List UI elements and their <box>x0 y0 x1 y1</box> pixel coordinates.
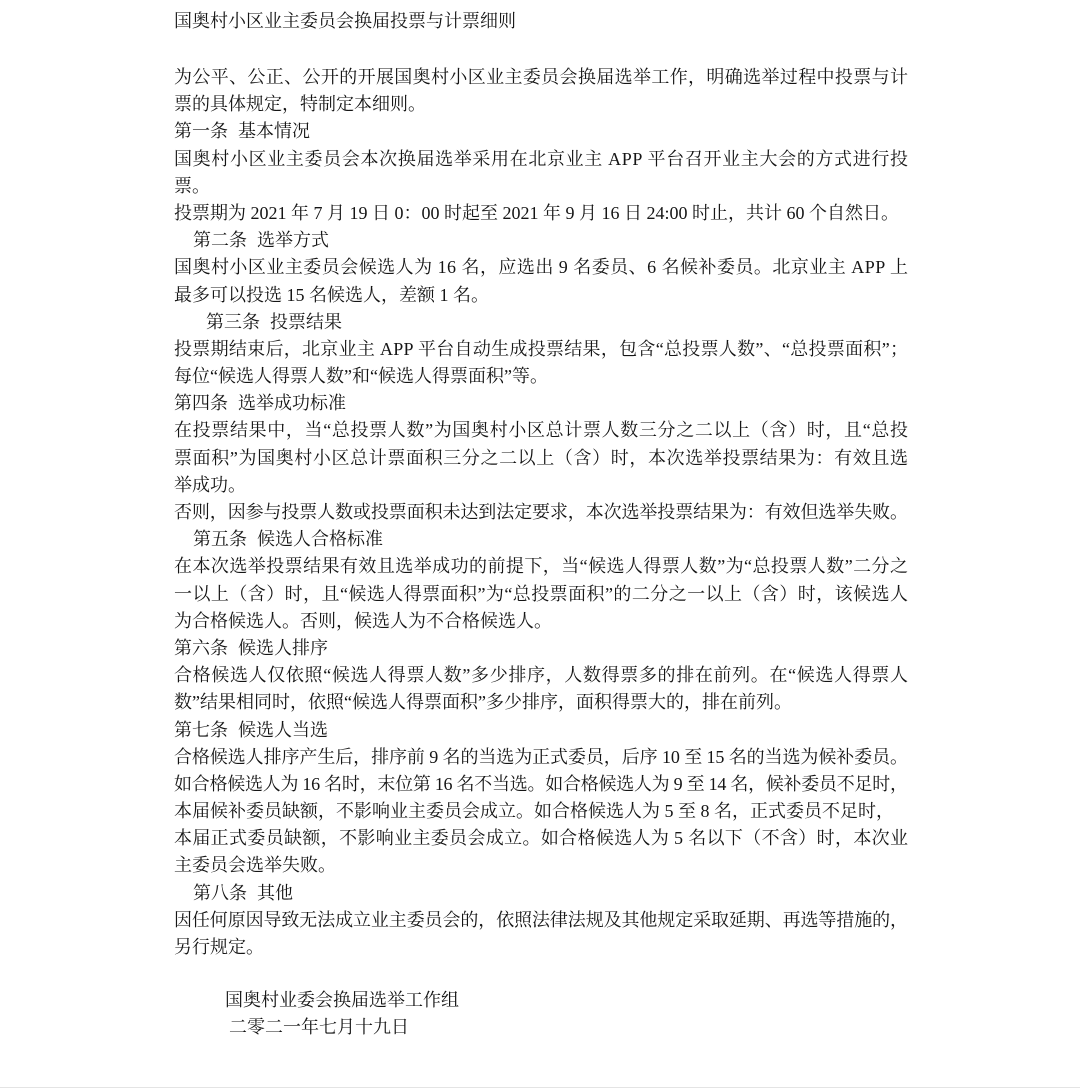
article-5 <box>174 526 908 635</box>
article-title: 候选人当选 <box>238 719 328 740</box>
article-body-text: 本届候补委员缺额，不影响业主委员会成立。如合格候选人为 5 至 8 名，正式委员不足时， <box>174 801 894 822</box>
signature-organization-text: 国奥村业委会换届选举工作组 <box>225 990 459 1010</box>
article-number: 第六条 <box>174 637 228 658</box>
article-number: 第三条 <box>206 311 260 332</box>
article-body-text: 合格候选人仅依照“候选人得票人数”多少排序，人数得票多的排在前列。在“候选人得票人 <box>174 665 909 686</box>
article-body-text: 另行规定。 <box>174 937 264 957</box>
article-7 <box>174 717 908 880</box>
signature-date <box>225 1014 825 1041</box>
article-body-text: 在投票结果中，当“总投票人数”为国奥村小区总计票人数三分之二以上（含）时，且“总投 <box>174 420 909 441</box>
article-heading <box>174 227 908 254</box>
article-title: 选举方式 <box>257 230 329 251</box>
article-body-line <box>174 798 908 825</box>
page-bottom-edge <box>0 1087 1080 1088</box>
document-body <box>174 64 908 961</box>
article-body-text: 主委员会选举失败。 <box>174 855 336 876</box>
article-body-text: 每位“候选人得票人数”和“候选人得票面积”等。 <box>174 366 548 387</box>
article-number: 第一条 <box>174 121 228 142</box>
article-number: 第四条 <box>174 393 228 414</box>
article-body-text: 在本次选举投票结果有效且选举成功的前提下，当“候选人得票人数”为“总投票人数”二分之 <box>174 556 909 577</box>
preamble-line-text: 票的具体规定，特制定本细则。 <box>174 94 426 115</box>
article-heading <box>174 880 908 907</box>
article-title: 候选人合格标准 <box>257 529 383 550</box>
article-8 <box>174 880 908 962</box>
article-body-line <box>174 581 908 608</box>
article-title: 其他 <box>257 882 293 903</box>
article-body-line <box>174 689 908 716</box>
article-title: 投票结果 <box>270 311 342 332</box>
article-body-text: 国奥村小区业主委员会本次换届选举采用在北京业主 APP 平台召开业主大会的方式进行投 <box>174 148 909 169</box>
article-body-text: 数”结果相同时，依照“候选人得票面积”多少排序，面积得票大的，排在前列。 <box>174 692 792 713</box>
article-heading <box>174 526 908 553</box>
preamble-line <box>174 64 908 91</box>
article-body-text: 一以上（含）时，且“候选人得票面积”为“总投票面积”的二分之一以上（含）时，该候选人 <box>174 583 909 604</box>
article-body-line <box>174 934 908 961</box>
article-1 <box>174 118 908 227</box>
article-number: 第二条 <box>193 230 247 251</box>
article-body-text: 投票期为 2021 年 7 月 19 日 0：00 时起至 2021 年 9 月 16 日 24:00 时止，共计 60 个自然日。 <box>174 202 899 223</box>
article-body-text: 票面积”为国奥村小区总计票面积三分之二以上（含）时，本次选举投票结果为：有效且选 <box>174 447 909 468</box>
article-body-line <box>174 907 908 934</box>
article-3 <box>174 309 908 391</box>
article-body-line <box>174 771 908 798</box>
article-title: 基本情况 <box>238 121 310 142</box>
article-number: 第五条 <box>193 529 247 550</box>
article-4 <box>174 390 908 526</box>
signature-organization <box>225 987 825 1014</box>
article-heading <box>174 635 908 662</box>
article-body-line <box>174 825 908 852</box>
article-body-line <box>174 363 908 390</box>
article-title: 候选人排序 <box>238 637 328 658</box>
preamble <box>174 64 908 118</box>
article-heading <box>174 309 908 336</box>
preamble-line <box>174 91 908 118</box>
article-body-line <box>174 282 908 309</box>
article-heading <box>174 390 908 417</box>
article-body-line <box>174 173 908 200</box>
article-heading <box>174 118 908 145</box>
article-body-text: 合格候选人排序产生后，排序前 9 名的当选为正式委员，后序 10 至 15 名的当选为候补委员。 <box>174 746 908 767</box>
article-number: 第七条 <box>174 719 228 740</box>
article-body-line <box>174 553 908 580</box>
article-body-text: 投票期结束后，北京业主 APP 平台自动生成投票结果，包含“总投票人数”、“总投票面积”； <box>174 338 909 359</box>
article-body-line <box>174 608 908 635</box>
article-body-line <box>174 200 908 227</box>
preamble-line-text: 为公平、公正、公开的开展国奥村小区业主委员会换届选举工作，明确选举过程中投票与计 <box>174 67 909 87</box>
signature-date-text: 二零二一年七月十九日 <box>229 1017 409 1038</box>
article-body-line <box>174 499 908 526</box>
article-body-line <box>174 445 908 472</box>
article-heading <box>174 717 908 744</box>
article-2 <box>174 227 908 309</box>
article-body-text: 因任何原因导致无法成立业主委员会的，依照法律法规及其他规定采取延期、再选等措施的， <box>174 909 908 930</box>
article-body-text: 举成功。 <box>174 474 246 495</box>
article-body-text: 国奥村小区业主委员会候选人为 16 名，应选出 9 名委员、6 名候补委员。北京业主 APP 上 <box>174 257 909 278</box>
article-body-line <box>174 254 908 281</box>
article-body-text: 为合格候选人。否则，候选人为不合格候选人。 <box>174 610 552 631</box>
article-body-text: 如合格候选人为 16 名时，末位第 16 名不当选。如合格候选人为 9 至 14 名，候补委员不足时， <box>174 773 908 794</box>
signature-block <box>225 987 825 1041</box>
document-title: 国奥村小区业主委员会换届投票与计票细则 <box>174 11 516 31</box>
article-body-text: 本届正式委员缺额，不影响业主委员会成立。如合格候选人为 5 名以下（不含）时，本次业 <box>174 828 909 849</box>
article-body-text: 否则，因参与投票人数或投票面积未达到法定要求，本次选举投票结果为：有效但选举失败。 <box>174 502 908 522</box>
article-body-line <box>174 146 908 173</box>
article-body-text: 最多可以投选 15 名候选人，差额 1 名。 <box>174 284 489 305</box>
article-body-line <box>174 472 908 499</box>
article-title: 选举成功标准 <box>238 393 346 414</box>
article-body-line <box>174 336 908 363</box>
article-body-line <box>174 744 908 771</box>
article-body-line <box>174 417 908 444</box>
article-number: 第八条 <box>193 882 247 903</box>
article-body-line <box>174 662 908 689</box>
article-body-text: 票。 <box>174 175 210 196</box>
article-body-line <box>174 852 908 879</box>
article-6 <box>174 635 908 717</box>
